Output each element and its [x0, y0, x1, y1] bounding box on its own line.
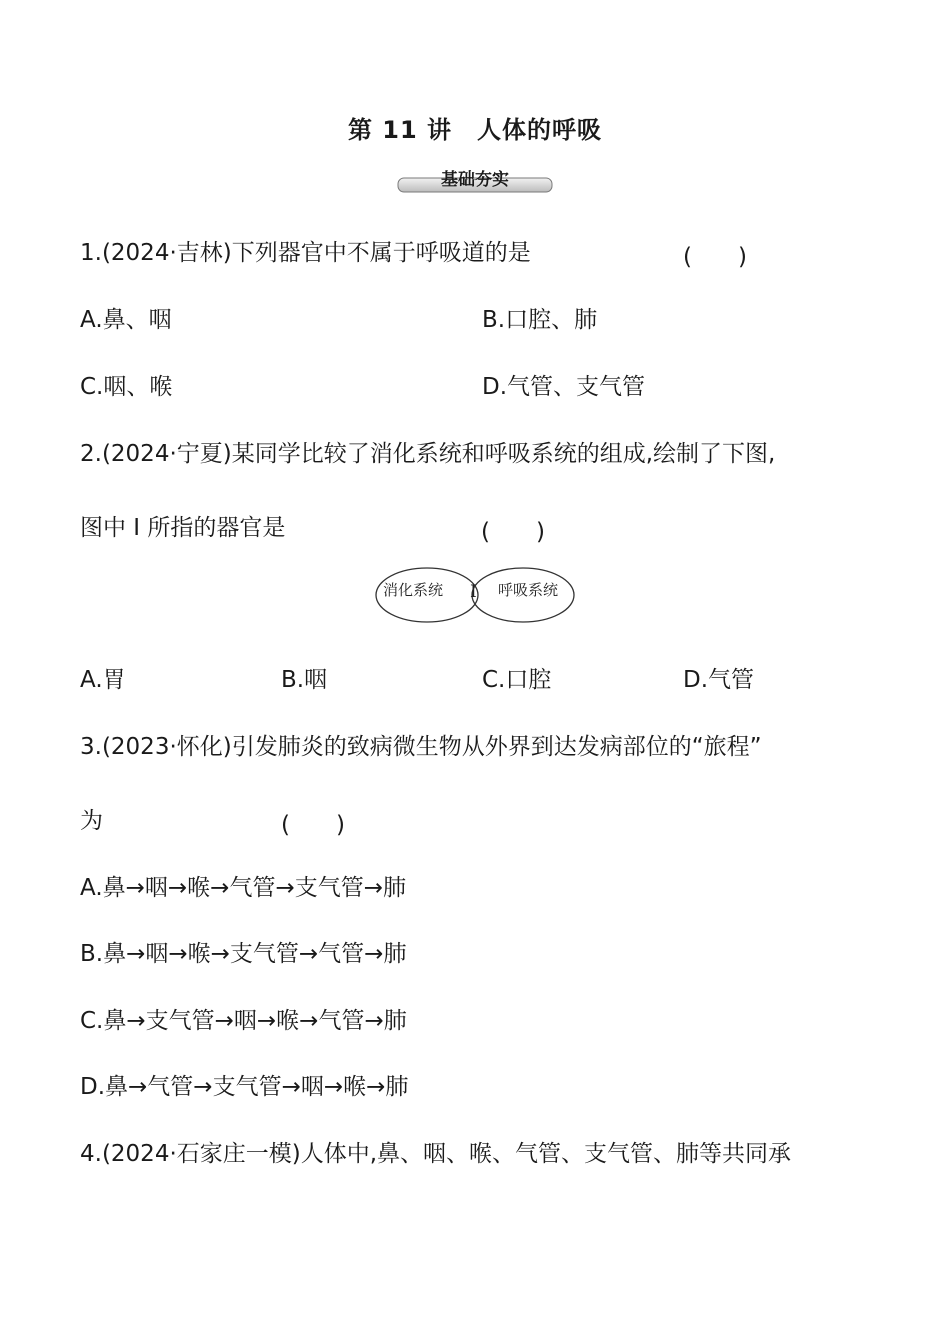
- question-1-option-c: C.咽、喉: [80, 374, 173, 400]
- overlap-label: I: [470, 582, 477, 602]
- question-2-stem-cont: 图中 I 所指的器官是: [80, 515, 286, 541]
- section-tag: [397, 162, 553, 194]
- question-4-stem: 4.(2024·石家庄一模)人体中,鼻、咽、喉、气管、支气管、肺等共同承: [80, 1141, 792, 1167]
- question-3-option-a: A.鼻→咽→喉→气管→支气管→肺: [80, 875, 406, 901]
- question-3-stem: 3.(2023·怀化)引发肺炎的致病微生物从外界到达发病部位的“旅程”: [80, 734, 762, 760]
- venn-diagram: [370, 560, 580, 630]
- question-3-option-d: D.鼻→气管→支气管→咽→喉→肺: [80, 1074, 409, 1100]
- question-1-option-b: B.口腔、肺: [482, 307, 598, 333]
- question-1-option-a: A.鼻、咽: [80, 307, 172, 333]
- question-3-stem-cont: 为: [80, 808, 103, 834]
- question-1-stem: 1.(2024·吉林)下列器官中不属于呼吸道的是: [80, 240, 531, 266]
- question-1-option-d: D.气管、支气管: [482, 374, 646, 400]
- question-1-answer-paren: ( ): [683, 244, 747, 270]
- question-2-option-c: C.口腔: [482, 667, 552, 693]
- question-2-option-b: B.咽: [281, 667, 328, 693]
- question-3-answer-paren: ( ): [281, 812, 345, 838]
- section-tag-label: 基础夯实: [441, 170, 509, 190]
- question-2-option-a: A.胃: [80, 667, 126, 693]
- question-3-option-b: B.鼻→咽→喉→支气管→气管→肺: [80, 941, 407, 967]
- question-2-option-d: D.气管: [683, 667, 755, 693]
- question-3-option-c: C.鼻→支气管→咽→喉→气管→肺: [80, 1008, 407, 1034]
- digestive-system-label: 消化系统: [383, 581, 444, 599]
- question-2-answer-paren: ( ): [481, 519, 545, 545]
- respiratory-system-label: 呼吸系统: [498, 581, 559, 599]
- question-2-stem: 2.(2024·宁夏)某同学比较了消化系统和呼吸系统的组成,绘制了下图,: [80, 441, 776, 467]
- page-title: 第 11 讲 人体的呼吸: [347, 116, 603, 144]
